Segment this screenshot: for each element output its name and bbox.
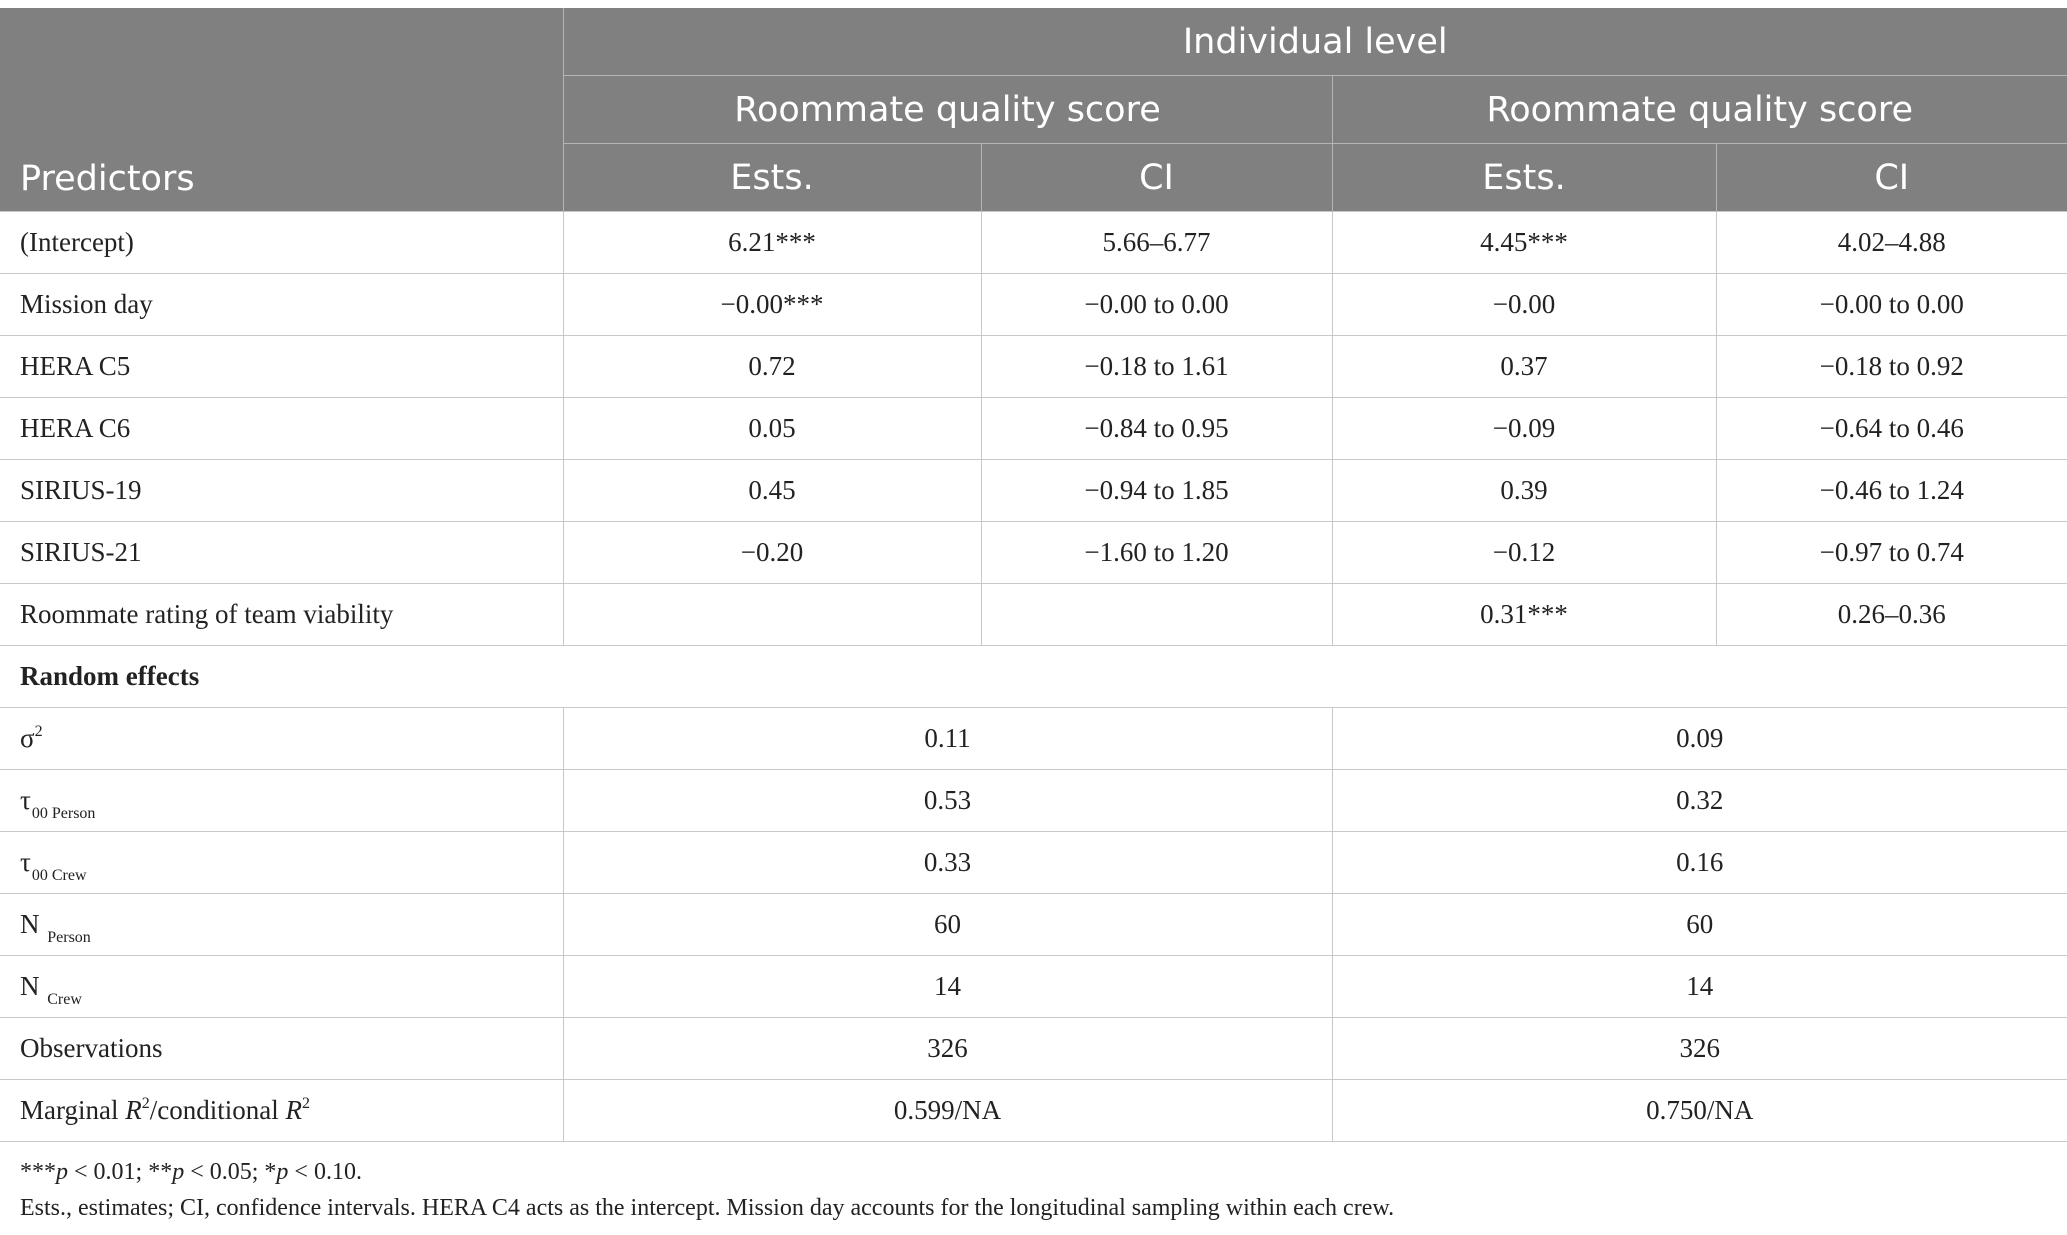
r2-superscript: 2 <box>141 1095 150 1112</box>
est-cell: 0.72 <box>563 336 981 398</box>
tau-person-label <box>0 770 563 832</box>
header-row-group <box>0 8 2067 76</box>
ci-cell: −0.46 to 1.24 <box>1716 460 2067 522</box>
predictor-cell: (Intercept) <box>0 212 563 274</box>
stars-one: * <box>264 1159 277 1185</box>
ci-header-model1: CI <box>981 144 1332 212</box>
table-row <box>0 770 2067 832</box>
r2-prefix: Marginal <box>20 1095 126 1125</box>
est-header-model2: Ests. <box>1332 144 1716 212</box>
ci-cell: −0.18 to 1.61 <box>981 336 1332 398</box>
tau-person-model1: 0.53 <box>563 770 1332 832</box>
n-person-model1: 60 <box>563 894 1332 956</box>
est-cell: 0.05 <box>563 398 981 460</box>
table-row <box>0 212 2067 274</box>
ci-cell <box>981 584 1332 646</box>
table-row <box>0 956 2067 1018</box>
n-crew-subscript: Crew <box>47 991 82 1008</box>
tau-crew-model2: 0.16 <box>1332 832 2067 894</box>
observations-label: Observations <box>0 1018 563 1080</box>
est-header-model1: Ests. <box>563 144 981 212</box>
table-header <box>0 8 2067 212</box>
ci-cell: −0.84 to 0.95 <box>981 398 1332 460</box>
ci-header-model2: CI <box>1716 144 2067 212</box>
tau-crew-model1: 0.33 <box>563 832 1332 894</box>
table-row <box>0 522 2067 584</box>
est-cell: −0.00 <box>1332 274 1716 336</box>
predictors-header: Predictors <box>0 8 563 212</box>
ci-cell: −0.00 to 0.00 <box>1716 274 2067 336</box>
random-effects-heading: Random effects <box>0 646 2067 708</box>
table-body <box>0 212 2067 1142</box>
est-cell: 0.37 <box>1332 336 1716 398</box>
threshold-one: < 0.01; <box>68 1159 149 1185</box>
tau-crew-label <box>0 832 563 894</box>
threshold-three: < 0.10. <box>288 1159 362 1185</box>
est-cell: 0.31*** <box>1332 584 1716 646</box>
n-person-subscript: Person <box>47 929 91 946</box>
table-footnotes <box>20 1154 1394 1226</box>
n-person-model2: 60 <box>1332 894 2067 956</box>
r-letter: R <box>285 1095 302 1125</box>
table-row <box>0 1080 2067 1142</box>
est-cell: 0.39 <box>1332 460 1716 522</box>
predictor-cell: Roommate rating of team viability <box>0 584 563 646</box>
table-row <box>0 274 2067 336</box>
abbreviations-note: Ests., estimates; CI, confidence intervals. HERA C4 acts as the intercept. Mission day accounts for the longitudinal sampling within each crew. <box>20 1195 1395 1221</box>
group-header: Individual level <box>563 8 2067 76</box>
est-cell: −0.12 <box>1332 522 1716 584</box>
threshold-two: < 0.05; <box>184 1159 265 1185</box>
ci-cell: 5.66–6.77 <box>981 212 1332 274</box>
ci-cell: −0.64 to 0.46 <box>1716 398 2067 460</box>
r2-model2: 0.750/NA <box>1332 1080 2067 1142</box>
ci-cell: −0.97 to 0.74 <box>1716 522 2067 584</box>
table-row <box>0 460 2067 522</box>
p-symbol: p <box>172 1159 185 1185</box>
table-row <box>0 832 2067 894</box>
n-symbol: N <box>20 971 40 1001</box>
table-row <box>0 336 2067 398</box>
r2-model1: 0.599/NA <box>563 1080 1332 1142</box>
sigma-superscript: 2 <box>34 723 43 740</box>
sigma-symbol: σ <box>20 723 35 753</box>
sigma2-model1: 0.11 <box>563 708 1332 770</box>
model1-header: Roommate quality score <box>563 76 1332 144</box>
est-cell: 0.45 <box>563 460 981 522</box>
regression-table-container <box>0 8 2067 1142</box>
est-cell: −0.09 <box>1332 398 1716 460</box>
ci-cell: −0.00 to 0.00 <box>981 274 1332 336</box>
est-cell: 6.21*** <box>563 212 981 274</box>
n-crew-label <box>0 956 563 1018</box>
observations-model1: 326 <box>563 1018 1332 1080</box>
sigma2-label <box>0 708 563 770</box>
predictor-cell: SIRIUS-21 <box>0 522 563 584</box>
ci-cell: −0.94 to 1.85 <box>981 460 1332 522</box>
table-row <box>0 894 2067 956</box>
tau-person-model2: 0.32 <box>1332 770 2067 832</box>
table-row <box>0 1018 2067 1080</box>
predictor-cell: HERA C5 <box>0 336 563 398</box>
model2-header: Roommate quality score <box>1332 76 2067 144</box>
predictor-cell: HERA C6 <box>0 398 563 460</box>
regression-table <box>0 8 2067 1142</box>
ci-cell: 0.26–0.36 <box>1716 584 2067 646</box>
p-symbol: p <box>276 1159 289 1185</box>
est-cell: −0.20 <box>563 522 981 584</box>
est-cell: 4.45*** <box>1332 212 1716 274</box>
n-person-label <box>0 894 563 956</box>
tau-symbol: τ <box>20 785 31 815</box>
r2-mid: /conditional <box>149 1095 286 1125</box>
table-row <box>0 584 2067 646</box>
ci-cell: 4.02–4.88 <box>1716 212 2067 274</box>
est-cell <box>563 584 981 646</box>
n-crew-model1: 14 <box>563 956 1332 1018</box>
ci-cell: −1.60 to 1.20 <box>981 522 1332 584</box>
table-row <box>0 398 2067 460</box>
est-cell: −0.00*** <box>563 274 981 336</box>
observations-model2: 326 <box>1332 1018 2067 1080</box>
tau-person-subscript: 00 Person <box>31 805 96 822</box>
r2-label <box>0 1080 563 1142</box>
stars-three: *** <box>20 1159 56 1185</box>
r2-superscript: 2 <box>301 1095 310 1112</box>
sigma2-model2: 0.09 <box>1332 708 2067 770</box>
r-letter: R <box>125 1095 142 1125</box>
predictor-cell: Mission day <box>0 274 563 336</box>
predictor-cell: SIRIUS-19 <box>0 460 563 522</box>
tau-symbol: τ <box>20 847 31 877</box>
stars-two: ** <box>148 1159 173 1185</box>
table-row <box>0 708 2067 770</box>
significance-note <box>20 1154 1394 1190</box>
random-effects-section-row <box>0 646 2067 708</box>
p-symbol: p <box>56 1159 68 1185</box>
ci-cell: −0.18 to 0.92 <box>1716 336 2067 398</box>
n-symbol: N <box>20 909 40 939</box>
tau-crew-subscript: 00 Crew <box>31 867 87 884</box>
n-crew-model2: 14 <box>1332 956 2067 1018</box>
